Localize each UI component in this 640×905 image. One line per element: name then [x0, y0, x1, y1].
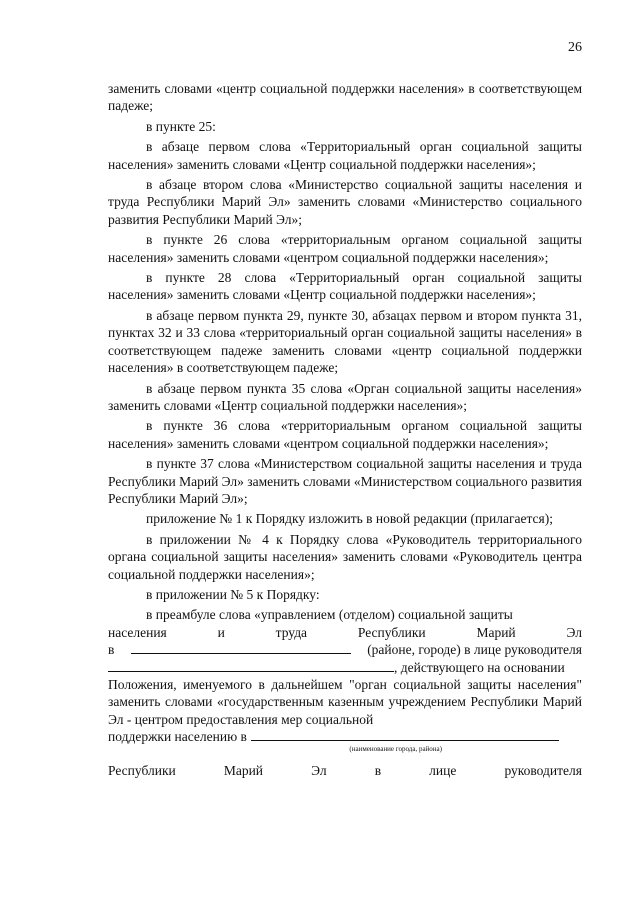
paragraph: в пункте 37 слова «Министерством социальной защиты населения и труда Республики Марий Эл» заменить словами «Министерством социального развития Республики Марий Эл»; [108, 456, 582, 506]
preamble-line-3 [108, 641, 582, 658]
paragraph: в абзаце первом слова «Территориальный орган социальной защиты населения» заменить словами «Центр социальной поддержки населения»; [108, 139, 582, 172]
document-body [108, 80, 582, 779]
preamble-body: Положения, именуемого в дальнейшем "орган социальной защиты населения" заменить словами «государственным казенным учреждением Республики Марий Эл - центром предоставления мер социальной [108, 677, 582, 727]
word: Эл [566, 624, 582, 640]
paragraph: в абзаце первом пункта 29, пункте 30, абзацах первом и втором пункта 31, пунктах 32 и 33 слова «территориальный орган социальной защиты населения» в соответствующем падеже заменить словами «центр социальной поддержки населения» в соответствующем падеже; [108, 307, 582, 376]
paragraph: в пункте 36 слова «территориальным органом социальной защиты населения» заменить словами «центром социальной поддержки населения»; [108, 418, 582, 451]
preamble-line-3-suffix: (районе, городе) в лице руководителя [367, 642, 582, 658]
blank-city-district-field[interactable] [251, 728, 559, 741]
word: в [374, 762, 382, 778]
paragraph: в пункте 26 слова «территориальным органом социальной защиты населения» заменить словами «центром социальной поддержки населения»; [108, 232, 582, 265]
word: Республики [357, 624, 426, 640]
preamble-line-4-suffix: , действующего на основании [394, 659, 565, 675]
preamble-line-4 [108, 659, 582, 676]
preamble-line-1: в преамбуле слова «управлением (отделом) социальной защиты [146, 607, 513, 623]
final-line [108, 762, 582, 779]
blank-caption: (наименование города, района) [349, 744, 442, 753]
paragraph: приложение № 1 к Порядку изложить в новой редакции (прилагается); [146, 511, 553, 527]
paragraph: в пункте 25: [146, 118, 216, 134]
word: труда [275, 624, 308, 640]
paragraph: в абзаце втором слова «Министерство социальной защиты населения и труда Республики Марий Эл» заменить словами «Министерство социального развития Республики Марий Эл»; [108, 177, 582, 227]
word: лице [429, 762, 457, 778]
paragraph: в приложении № 4 к Порядку слова «Руководитель территориального органа социальной защиты населения» заменить словами «Руководитель центра социальной поддержки населения»; [108, 531, 582, 582]
paragraph: в абзаце первом пункта 35 слова «Орган социальной защиты населения» заменить словами «Центр социальной поддержки населения»; [108, 380, 582, 413]
preamble-last-prefix: поддержки населению в [108, 729, 247, 745]
word: Марий [476, 624, 516, 640]
word: Марий [223, 762, 264, 778]
preamble-line-2 [108, 624, 582, 641]
word: населения [108, 624, 167, 640]
word: руководителя [504, 762, 582, 778]
word: Республики [108, 762, 176, 778]
paragraph: заменить словами «центр социальной поддержки населения» в соответствующем падеже; [108, 81, 582, 114]
word: Эл [311, 762, 327, 778]
preamble-last-line [108, 728, 582, 745]
paragraph-list [108, 80, 582, 603]
preamble-line-3-prefix: в [108, 642, 115, 658]
preamble-block [108, 606, 582, 753]
paragraph: в пункте 28 слова «Территориальный орган социальной защиты населения» заменить словами «Центр социальной поддержки населения»; [108, 270, 582, 303]
blank-head-name-field[interactable] [108, 659, 394, 672]
blank-district-field[interactable] [131, 641, 351, 654]
paragraph: в приложении № 5 к Порядку: [146, 586, 320, 602]
word: и [217, 624, 225, 640]
page-number: 26 [568, 40, 582, 55]
